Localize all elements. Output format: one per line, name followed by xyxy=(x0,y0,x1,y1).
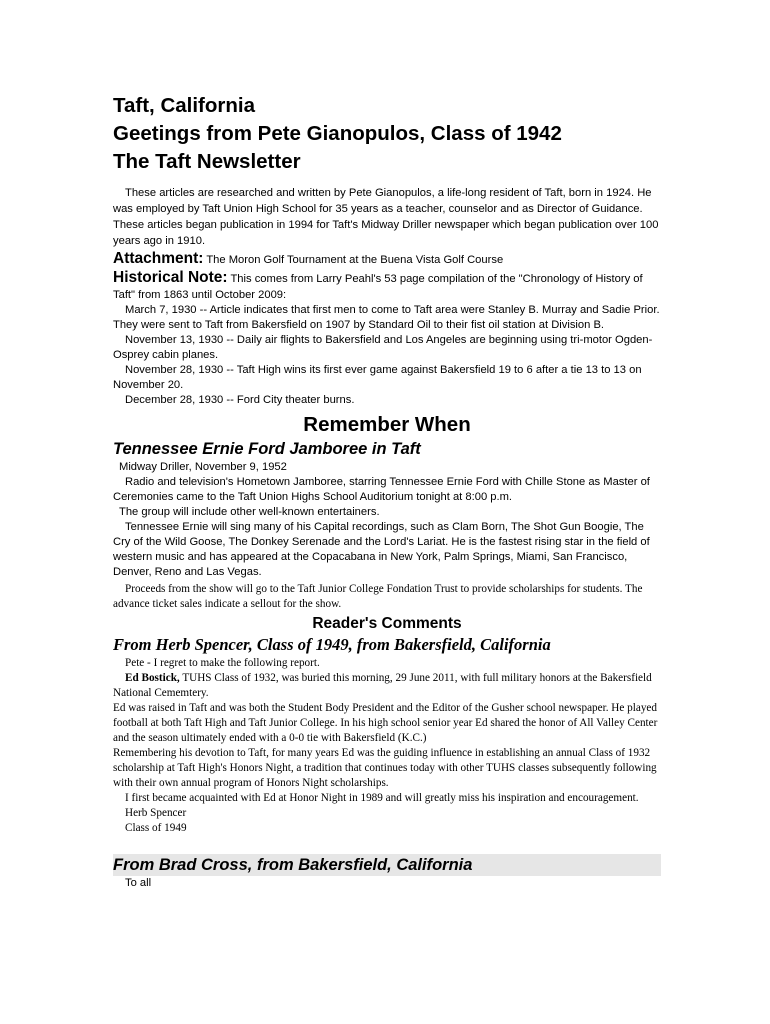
comment-paragraph: Ed was raised in Taft and was both the Student Body President and the Editor of the Gusher school newspaper. He played football at both Taft High and Taft Junior College. In his high school senior year Ed shared the honor of All Valley Center and the season ultimately ended with a 0-0 tie with Bakersfield (K.C.) xyxy=(113,702,658,744)
comment-greeting: Pete - I regret to make the following report. xyxy=(125,657,320,669)
comment-paragraph xyxy=(113,671,661,701)
comment-signature-name: Herb Spencer xyxy=(125,807,187,819)
chronology-entry: December 28, 1930 -- Ford City theater burns. xyxy=(125,394,355,406)
historical-note xyxy=(113,270,661,303)
historical-note-text: This comes from Larry Peahl's 53 page compilation of the "Chronology of History of Taft" from 1863 until October 2009: xyxy=(113,273,643,301)
comment-greeting: To all xyxy=(125,877,152,889)
section-title-readers-comments: Reader's Comments xyxy=(312,615,462,632)
intro-paragraph: These articles are researched and written by Pete Gianopulos, a life-long resident of Taft, born in 1924. He was employed by Taft Union High School for 35 years as a teacher, counselor and as Director of Guidance. These articles began publication in 1994 for Taft's Midway Driller newspaper which began publication over 100 years ago in 1910. xyxy=(113,187,659,247)
attachment-label: Attachment: xyxy=(113,250,204,267)
masthead-greeting: Geetings from Pete Gianopulos, Class of 1942 xyxy=(113,122,562,145)
chronology-entry: November 13, 1930 -- Daily air flights to Bakersfield and Los Angeles are beginning using tri-motor Ogden- Osprey cabin planes. xyxy=(113,334,653,361)
comment-paragraph: Remembering his devotion to Taft, for many years Ed was the guiding influence in establishing an annual Class of 1932 scholarship at Taft High's Honors Night, a tradition that continues today with other TUHS classes subsequently following with their own annual program of Honors Night scholarships. xyxy=(113,747,657,789)
newsletter-page xyxy=(113,92,661,891)
comment-title-herb: From Herb Spencer, Class of 1949, from Bakersfield, California xyxy=(113,635,551,654)
article-source: Midway Driller, November 9, 1952 xyxy=(119,461,287,473)
section-title-remember-when: Remember When xyxy=(303,413,471,436)
article-title: Tennessee Ernie Ford Jamboree in Taft xyxy=(113,440,421,458)
article-paragraph: The group will include other well-known entertainers. xyxy=(119,506,380,518)
historical-note-label: Historical Note: xyxy=(113,269,228,286)
masthead-city: Taft, California xyxy=(113,94,255,117)
comment-title-brad: From Brad Cross, from Bakersfield, California xyxy=(113,854,661,876)
attachment-line xyxy=(113,251,661,268)
masthead-newsletter-name: The Taft Newsletter xyxy=(113,150,301,173)
chronology-entry: March 7, 1930 -- Article indicates that first men to come to Taft area were Stanley B. Murray and Sadie Prior. They were sent to Taft from Bakersfield on 1907 by Standard Oil to their fist oil station at Division B. xyxy=(113,304,660,331)
comment-name-bold: Ed Bostick, xyxy=(125,672,180,684)
chronology-entry: November 28, 1930 -- Taft High wins its first ever game against Bakersfield 19 to 6 after a tie 13 to 13 on November 20. xyxy=(113,364,642,391)
masthead xyxy=(113,92,661,176)
comment-paragraph: I first became acquainted with Ed at Honor Night in 1989 and will greatly miss his inspiration and encouragement. xyxy=(125,792,639,804)
comment-paragraph-rest: TUHS Class of 1932, was buried this morning, 29 June 2011, with full military honors at the Bakersfield National Cememtery. xyxy=(113,672,652,699)
article-paragraph: Proceeds from the show will go to the Taft Junior College Fondation Trust to provide scholarships for students. The advance ticket sales indicate a sellout for the show. xyxy=(113,583,643,610)
article-paragraph: Tennessee Ernie will sing many of his Capital recordings, such as Clam Born, The Shot Gun Boogie, The Cry of the Wild Goose, The Donkey Serenade and the Lord's Lariat. He is the fastest rising star in the field of western music and has appeared at the Copacabana in New York, Palm Springs, Miami, San Francisco, Denver, Reno and Las Vegas. xyxy=(113,521,650,578)
article-paragraph: Radio and television's Hometown Jamboree, starring Tennessee Ernie Ford with Chille Stone as Master of Ceremonies came to the Taft Union Highs School Auditorium tonight at 8:00 p.m. xyxy=(113,476,650,503)
attachment-text: The Moron Golf Tournament at the Buena Vista Golf Course xyxy=(206,254,504,266)
comment-signature-class: Class of 1949 xyxy=(125,822,187,834)
